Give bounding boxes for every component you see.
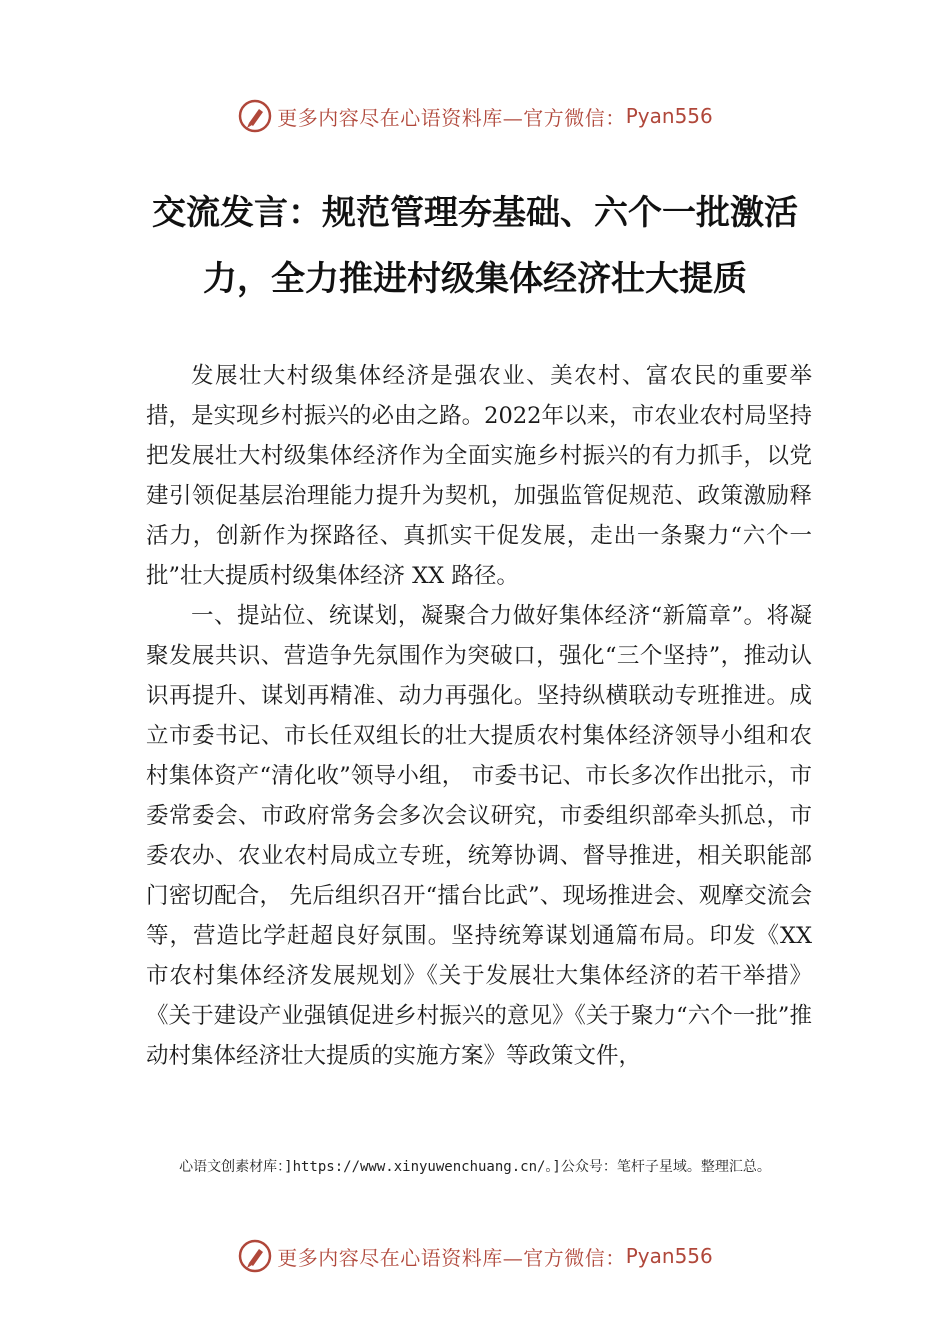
header-watermark-banner <box>0 96 950 136</box>
source-footnote: 心语文创素材库：]https://www.xinyuwenchuang.cn/。]公众号：笔杆子星域。整理汇总。 <box>179 1159 771 1175</box>
pen-nib-logo-icon <box>237 1238 273 1274</box>
paragraph: 发展壮大村级集体经济是强农业、美农村、富农民的重要举措，是实现乡村振兴的必由之路。2022年以来，市农业农村局坚持把发展壮大村级集体经济作为全面实施乡村振兴的有力抓手，以党建引领促基层治理能力提升为契机，加强监管促规范、政策激励释活力，创新作为探路径、真抓实干促发展，走出一条聚力“六个一批”壮大提质村级集体经济 XX 路径。 <box>146 363 812 589</box>
document-title: 交流发言：规范管理夯基础、六个一批激活力，全力推进村级集体经济壮大提质 <box>152 193 798 299</box>
pen-nib-logo-icon <box>237 98 273 134</box>
banner-wechat-id: Pyan556 <box>625 1244 713 1268</box>
paragraph: 一、提站位、统谋划，凝聚合力做好集体经济“新篇章”。将凝聚发展共识、营造争先氛围作为突破口，强化“三个坚持”，推动认识再提升、谋划再精准、动力再强化。坚持纵横联动专班推进。成立市委书记、市长任双组长的壮大提质农村集体经济领导小组和农村集体资产“清化收”领导小组， 市委书记、市长多次作出批示，市委常委会、市政府常务会多次会议研究，市委组织部牵头抓总，市委农办、农业农村局成立专班，统筹协调、督导推进，相关职能部门密切配合， 先后组织召开“擂台比武”、现场推进会、观摩交流会等，营造比学赶超良好氛围。坚持统筹谋划通篇布局。印发《XX 市农村集体经济发展规划》《关于发展壮大集体经济的若干举措》《关于建设产业强镇促进乡村振兴的意见》《关于聚力“六个一批”推动村集体经济壮大提质的实施方案》等政策文件， <box>146 603 812 1069</box>
document-body <box>146 356 812 1076</box>
banner-text: 更多内容尽在心语资料库—官方微信： <box>277 1245 626 1270</box>
banner-wechat-id: Pyan556 <box>625 104 713 128</box>
banner-text: 更多内容尽在心语资料库—官方微信： <box>277 105 626 130</box>
footer-watermark-banner <box>0 1236 950 1276</box>
